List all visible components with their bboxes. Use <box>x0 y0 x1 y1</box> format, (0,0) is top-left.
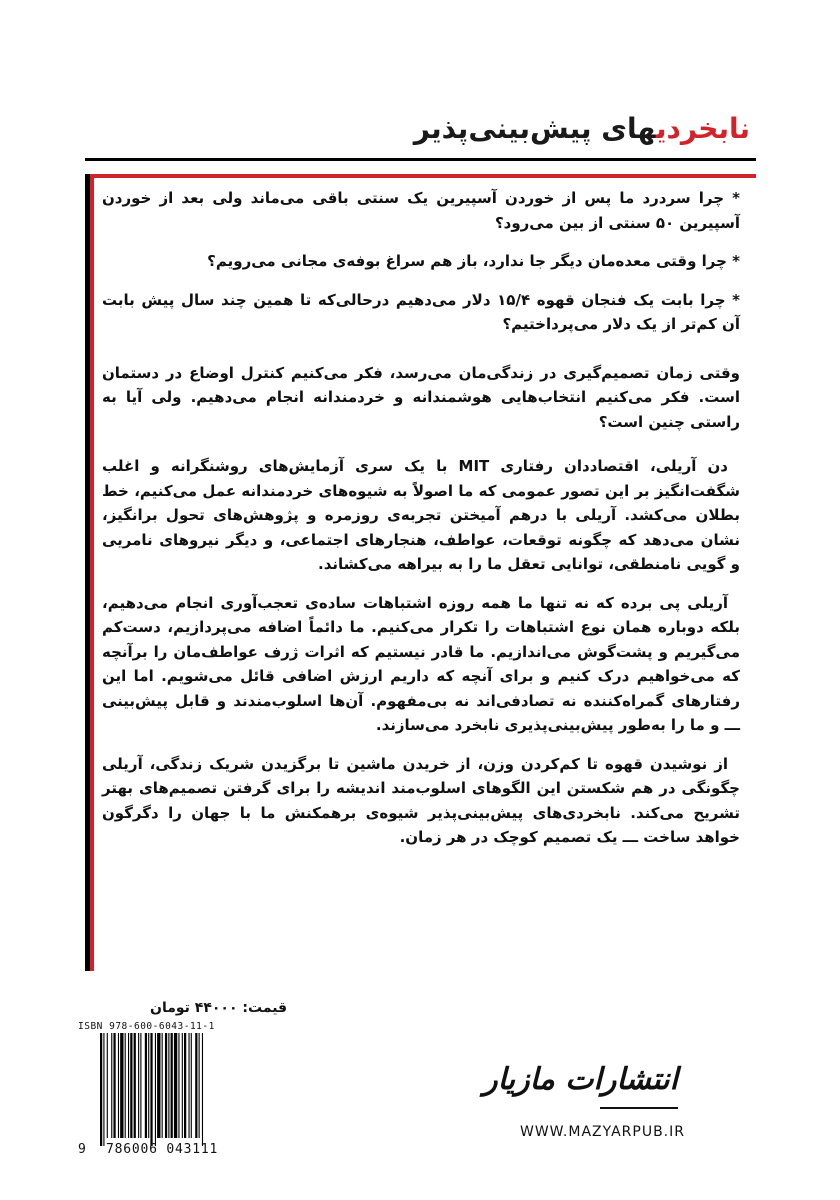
body-paragraph: آریلی پی برده که نه تنها ما همه روزه اشتباهات ساده‌ی تعجب‌آوری انجام می‌دهیم، بلکه دوباره همان نوع اشتباهات را تکرار می‌کنیم. ما دائماً اضافه می‌پردازیم، دست‌کم می‌گیریم و پشت‌گوش می‌اندازیم. ما قادر نیستیم که اثرات ژرف عواطف‌مان را برآنچه که می‌خواهیم درک کنیم و برای آنچه که داریم ارزش اضافی قائل می‌شویم. اما این رفتارهای گمراه‌کننده نه تصادفی‌اند نه بی‌مفهوم. آن‌ها اسلوب‌مندند و قابل پیش‌بینی ـــ و ما را به‌طور پیش‌بینی‌پذیری نابخرد می‌سازند. <box>102 593 740 734</box>
question-item: * چرا سردرد ما پس از خوردن آسپیرین یک سنتی باقی می‌ماند ولی بعد از خوردن آسپیرین ۵۰ سنتی از بین می‌رود؟ <box>102 189 740 232</box>
frame-bar-red-top <box>90 174 756 178</box>
intro-paragraph: وقتی زمان تصمیم‌گیری در زندگی‌مان می‌رسد، فکر می‌کنیم کنترل اوضاع در دستمان است. فکر می‌کنیم انتخاب‌هایی هوشمندانه و خردمندانه انجام می‌دهیم. ولی آیا به راستی چنین است؟ <box>102 363 740 431</box>
barcode-digits: 786006 043111 <box>106 1142 219 1157</box>
publisher-url: WWW.MAZYARPUB.IR <box>520 1124 685 1140</box>
frame-bar-red-side <box>90 174 94 971</box>
publisher-logo: انتشارات مازیار <box>483 1062 678 1097</box>
body-paragraph: از نوشیدن قهوه تا کم‌کردن وزن، از خریدن ماشین تا برگزیدن شریک زندگی، آریلی چگونگی در هم شکستن این الگوهای اسلوب‌مند اندیشه را برای گرفتن تصمیم‌های بهتر تشریح می‌کند. نابخردی‌های پیش‌بینی‌پذیر شیوه‌ی برهمکنش ما با جهان را دگرگون خواهد ساخت ـــ یک تصمیم کوچک در هر زمان. <box>102 754 740 846</box>
barcode-image <box>100 1033 240 1146</box>
book-title-black-part: های پیش‌بینی‌پذیر <box>413 112 656 145</box>
question-item: * چرا وقتی معده‌مان دیگر جا ندارد، باز هم سراغ بوفه‌ی مجانی می‌رویم؟ <box>207 252 740 270</box>
title-underline <box>85 158 756 161</box>
book-title <box>414 112 750 145</box>
question-item: * چرا بابت یک فنجان قهوه ۱۵/۴ دلار می‌دهیم درحالی‌که تا همین چند سال پیش بابت آن کم‌تر از یک دلار می‌پرداختیم؟ <box>102 290 740 333</box>
back-cover-text <box>102 186 740 864</box>
barcode-first-digit: 9 <box>78 1142 86 1157</box>
publisher-logo-underline <box>600 1107 678 1109</box>
isbn-label: ISBN 978-600-6043-11-1 <box>78 1021 215 1032</box>
price-label: قیمت: ۴۴۰۰۰ تومان <box>150 1000 288 1016</box>
book-title-red-part: نابخردی <box>655 112 750 145</box>
body-paragraph: دن آریلی، اقتصاددان رفتاری MIT با یک سری آزمایش‌های روشنگرانه و اغلب شگفت‌انگیز بر این تصور عمومی که ما اصولاً به شیوه‌های خردمندانه عمل می‌کنیم، خط بطلان می‌کشد. آریلی با درهم آمیختن تجربه‌ی روزمره و پژوهش‌های تحول برانگیز، نشان می‌دهد که چگونه توقعات، عواطف، هنجارهای اجتماعی، و دیگر نیروهای نامریی و گویی نامنطقی، توانایی تعقل ما را به بیراهه می‌کشاند. <box>102 457 740 573</box>
